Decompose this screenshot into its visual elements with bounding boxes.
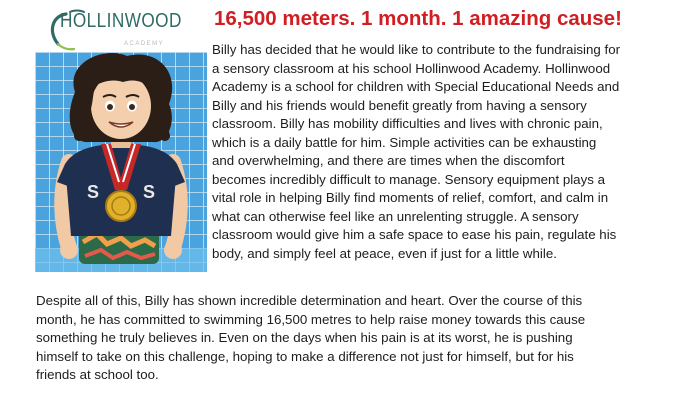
story-line: which is a daily battle for him. Simple activities can be exhausting xyxy=(212,134,597,150)
logo-subtitle: ACADEMY xyxy=(124,41,165,47)
story-line: body, and simply feel at peace, even if just for a little while. xyxy=(212,245,557,261)
story-line: a sensory classroom at his school Hollinwood Academy. Hollinwood xyxy=(212,60,611,76)
logo-name: HOLLINWOOD xyxy=(60,10,182,32)
story-line: what can otherwise feel like an unrelenting struggle. A sensory xyxy=(212,208,579,224)
headline: 16,500 meters. 1 month. 1 amazing cause! xyxy=(214,7,622,30)
story-line: friends at school too. xyxy=(36,367,159,382)
svg-text:S: S xyxy=(143,182,156,202)
story-line: month, he has committed to swimming 16,500 metres to help raise money towards this cause xyxy=(36,311,586,327)
story-paragraph-1 xyxy=(212,41,620,263)
story-line: classroom. Billy has mobility difficulties and lives with chronic pain, xyxy=(212,116,603,131)
story-line: Academy is a school for children with Special Educational Needs and xyxy=(212,79,620,94)
story-line: classroom would give him a safe space to ease his pain, regulate his xyxy=(212,227,617,242)
story-line: himself to take on this challenge, hoping to make a difference not just for himself, but for his xyxy=(36,348,574,364)
story-line: Billy and his friends would benefit greatly from having a sensory xyxy=(212,97,587,113)
story-line: Despite all of this, Billy has shown incredible determination and heart. Over the course of this xyxy=(36,293,583,308)
swimmer-boy-illustration xyxy=(35,52,207,272)
story-paragraph-2 xyxy=(36,292,585,385)
story-line: something he truly believes in. Even on the days when his pain is at its worst, he is pushing xyxy=(36,330,573,345)
story-line: Billy has decided that he would like to contribute to the fundraising for xyxy=(212,42,621,57)
story-line: and overwhelming, and there are times when the discomfort xyxy=(212,153,565,168)
story-line: becomes incredibly difficult to manage. Sensory equipment plays a xyxy=(212,171,605,187)
svg-text:S: S xyxy=(87,182,100,202)
story-line: vital role in helping Billy find moments of relief, comfort, and calm in xyxy=(212,190,609,205)
hollinwood-logo xyxy=(44,8,184,54)
